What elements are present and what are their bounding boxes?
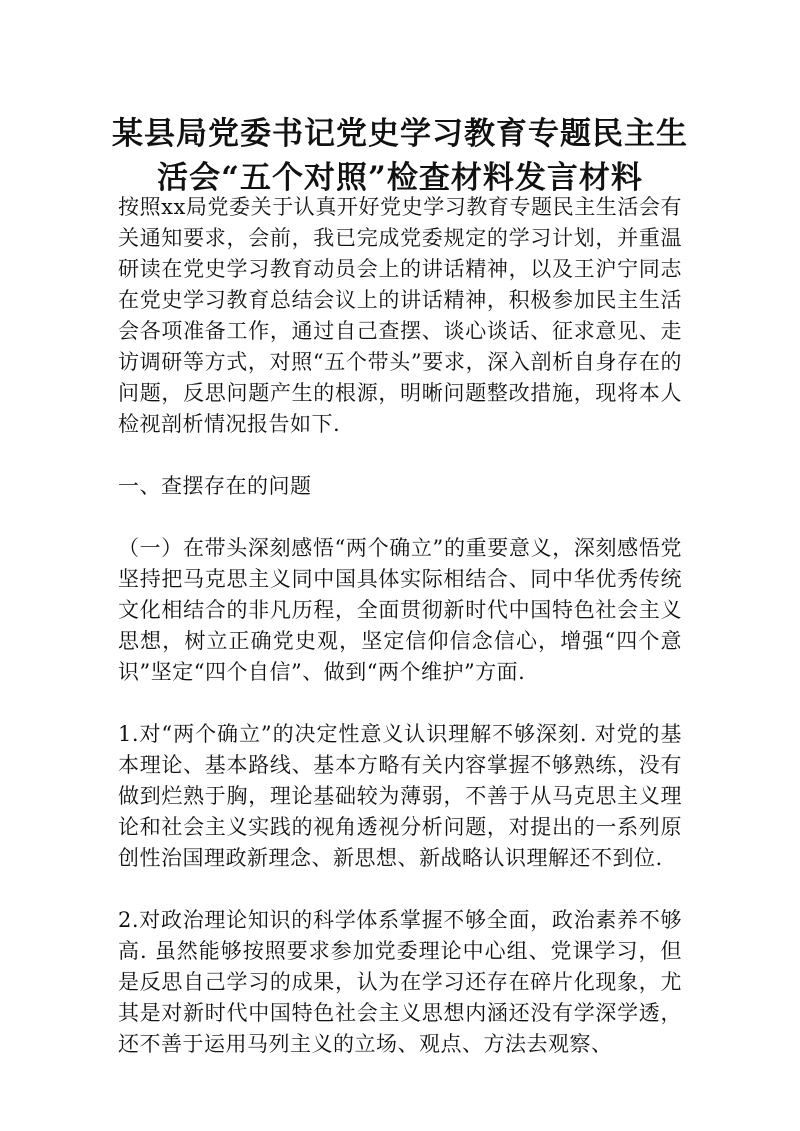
title-line-1: 某县局党委书记党史学习教育专题民主生 xyxy=(112,116,688,152)
item-2-paragraph: 2.对政治理论知识的科学体系掌握不够全面，政治素养不够高. 虽然能够按照要求参加党委理论中心组、党课学习，但是反思自己学习的成果，认为在学习还存在碎片化现象，尤其是对新时代中国特色社会主义思想内涵还没有学深学透，还不善于运用马列主义的立场、观点、方法去观察、 xyxy=(118,908,682,1056)
subsection-paragraph: （一）在带头深刻感悟“两个确立”的重要意义，深刻感悟党坚持把马克思主义同中国具体实际相结合、同中华优秀传统文化相结合的非凡历程，全面贯彻新时代中国特色社会主义思想，树立正确党史观，坚定信仰信念信心，增强“四个意识”坚定“四个自信”、做到“两个维护”方面. xyxy=(118,536,682,684)
intro-paragraph: 按照xx局党委关于认真开好党史学习教育专题民主生活会有关通知要求，会前，我已完成党委规定的学习计划，并重温研读在党史学习教育动员会上的讲话精神，以及王沪宁同志在党史学习教育总结会议上的讲话精神，积极参加民主生活会各项准备工作，通过自己查摆、谈心谈话、征求意见、走访调研等方式，对照“五个带头”要求，深入剖析自身存在的问题，反思问题产生的根源，明晰问题整改措施，现将本人检视剖析情况报告如下. xyxy=(118,195,682,436)
section-heading: 一、查摆存在的问题 xyxy=(118,474,312,498)
item-1-paragraph: 1.对“两个确立”的决定性意义认识理解不够深刻. 对党的基本理论、基本路线、基本方略有关内容掌握不够熟练，没有做到烂熟于胸，理论基础较为薄弱，不善于从马克思主义理论和社会主义实践的视角透视分析问题，对提出的一系列原创性治国理政新理念、新思想、新战略认识理解还不到位. xyxy=(118,722,682,870)
document-title xyxy=(110,112,690,200)
title-line-2: 活会“五个对照”检查材料发言材料 xyxy=(157,160,643,196)
document-body xyxy=(118,192,682,1091)
